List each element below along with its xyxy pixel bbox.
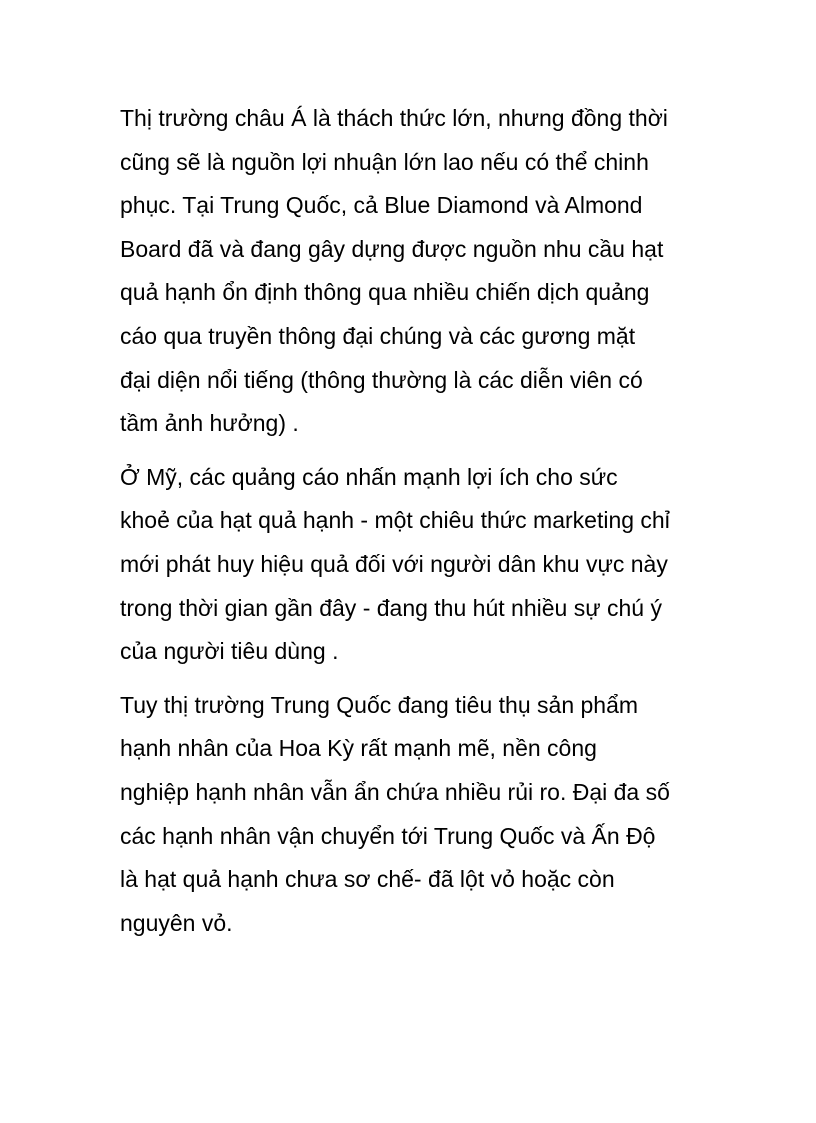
text-line: hạnh nhân của Hoa Kỳ rất mạnh mẽ, nền công (120, 735, 597, 762)
text-line: nghiệp hạnh nhân vẫn ẩn chứa nhiều rủi ro. Đại đa số (120, 778, 670, 805)
text-line: Tuy thị trường Trung Quốc đang tiêu thụ sản phẩm (120, 691, 639, 718)
text-line: quả hạnh ổn định thông qua nhiều chiến dịch quảng (120, 279, 650, 306)
paragraph-us-ads (120, 456, 710, 674)
text-line: cũng sẽ là nguồn lợi nhuận lớn lao nếu có thể chinh (120, 148, 649, 175)
document-body (120, 97, 710, 955)
text-line: phục. Tại Trung Quốc, cả Blue Diamond và Almond (120, 192, 643, 219)
text-line: đại diện nổi tiếng (thông thường là các diễn viên có (120, 366, 643, 393)
text-line: các hạnh nhân vận chuyển tới Trung Quốc và Ấn Độ (120, 822, 656, 849)
paragraph-industry-risk (120, 684, 710, 946)
text-line: khoẻ của hạt quả hạnh - một chiêu thức marketing chỉ (120, 507, 670, 534)
text-line: nguyên vỏ. (120, 909, 233, 936)
text-line: Board đã và đang gây dựng được nguồn nhu cầu hạt (120, 235, 664, 262)
text-line: là hạt quả hạnh chưa sơ chế- đã lột vỏ hoặc còn (120, 866, 615, 893)
text-line: Thị trường châu Á là thách thức lớn, nhưng đồng thời (120, 105, 668, 131)
text-line: trong thời gian gần đây - đang thu hút nhiều sự chú ý (120, 594, 662, 621)
text-line: mới phát huy hiệu quả đối với người dân khu vực này (120, 550, 668, 577)
text-line: Ở Mỹ, các quảng cáo nhấn mạnh lợi ích cho sức (120, 463, 618, 490)
text-line: tầm ảnh hưởng) . (120, 410, 299, 437)
text-line: của người tiêu dùng . (120, 638, 339, 665)
paragraph-asia-market (120, 97, 710, 446)
text-line: cáo qua truyền thông đại chúng và các gương mặt (120, 322, 636, 349)
